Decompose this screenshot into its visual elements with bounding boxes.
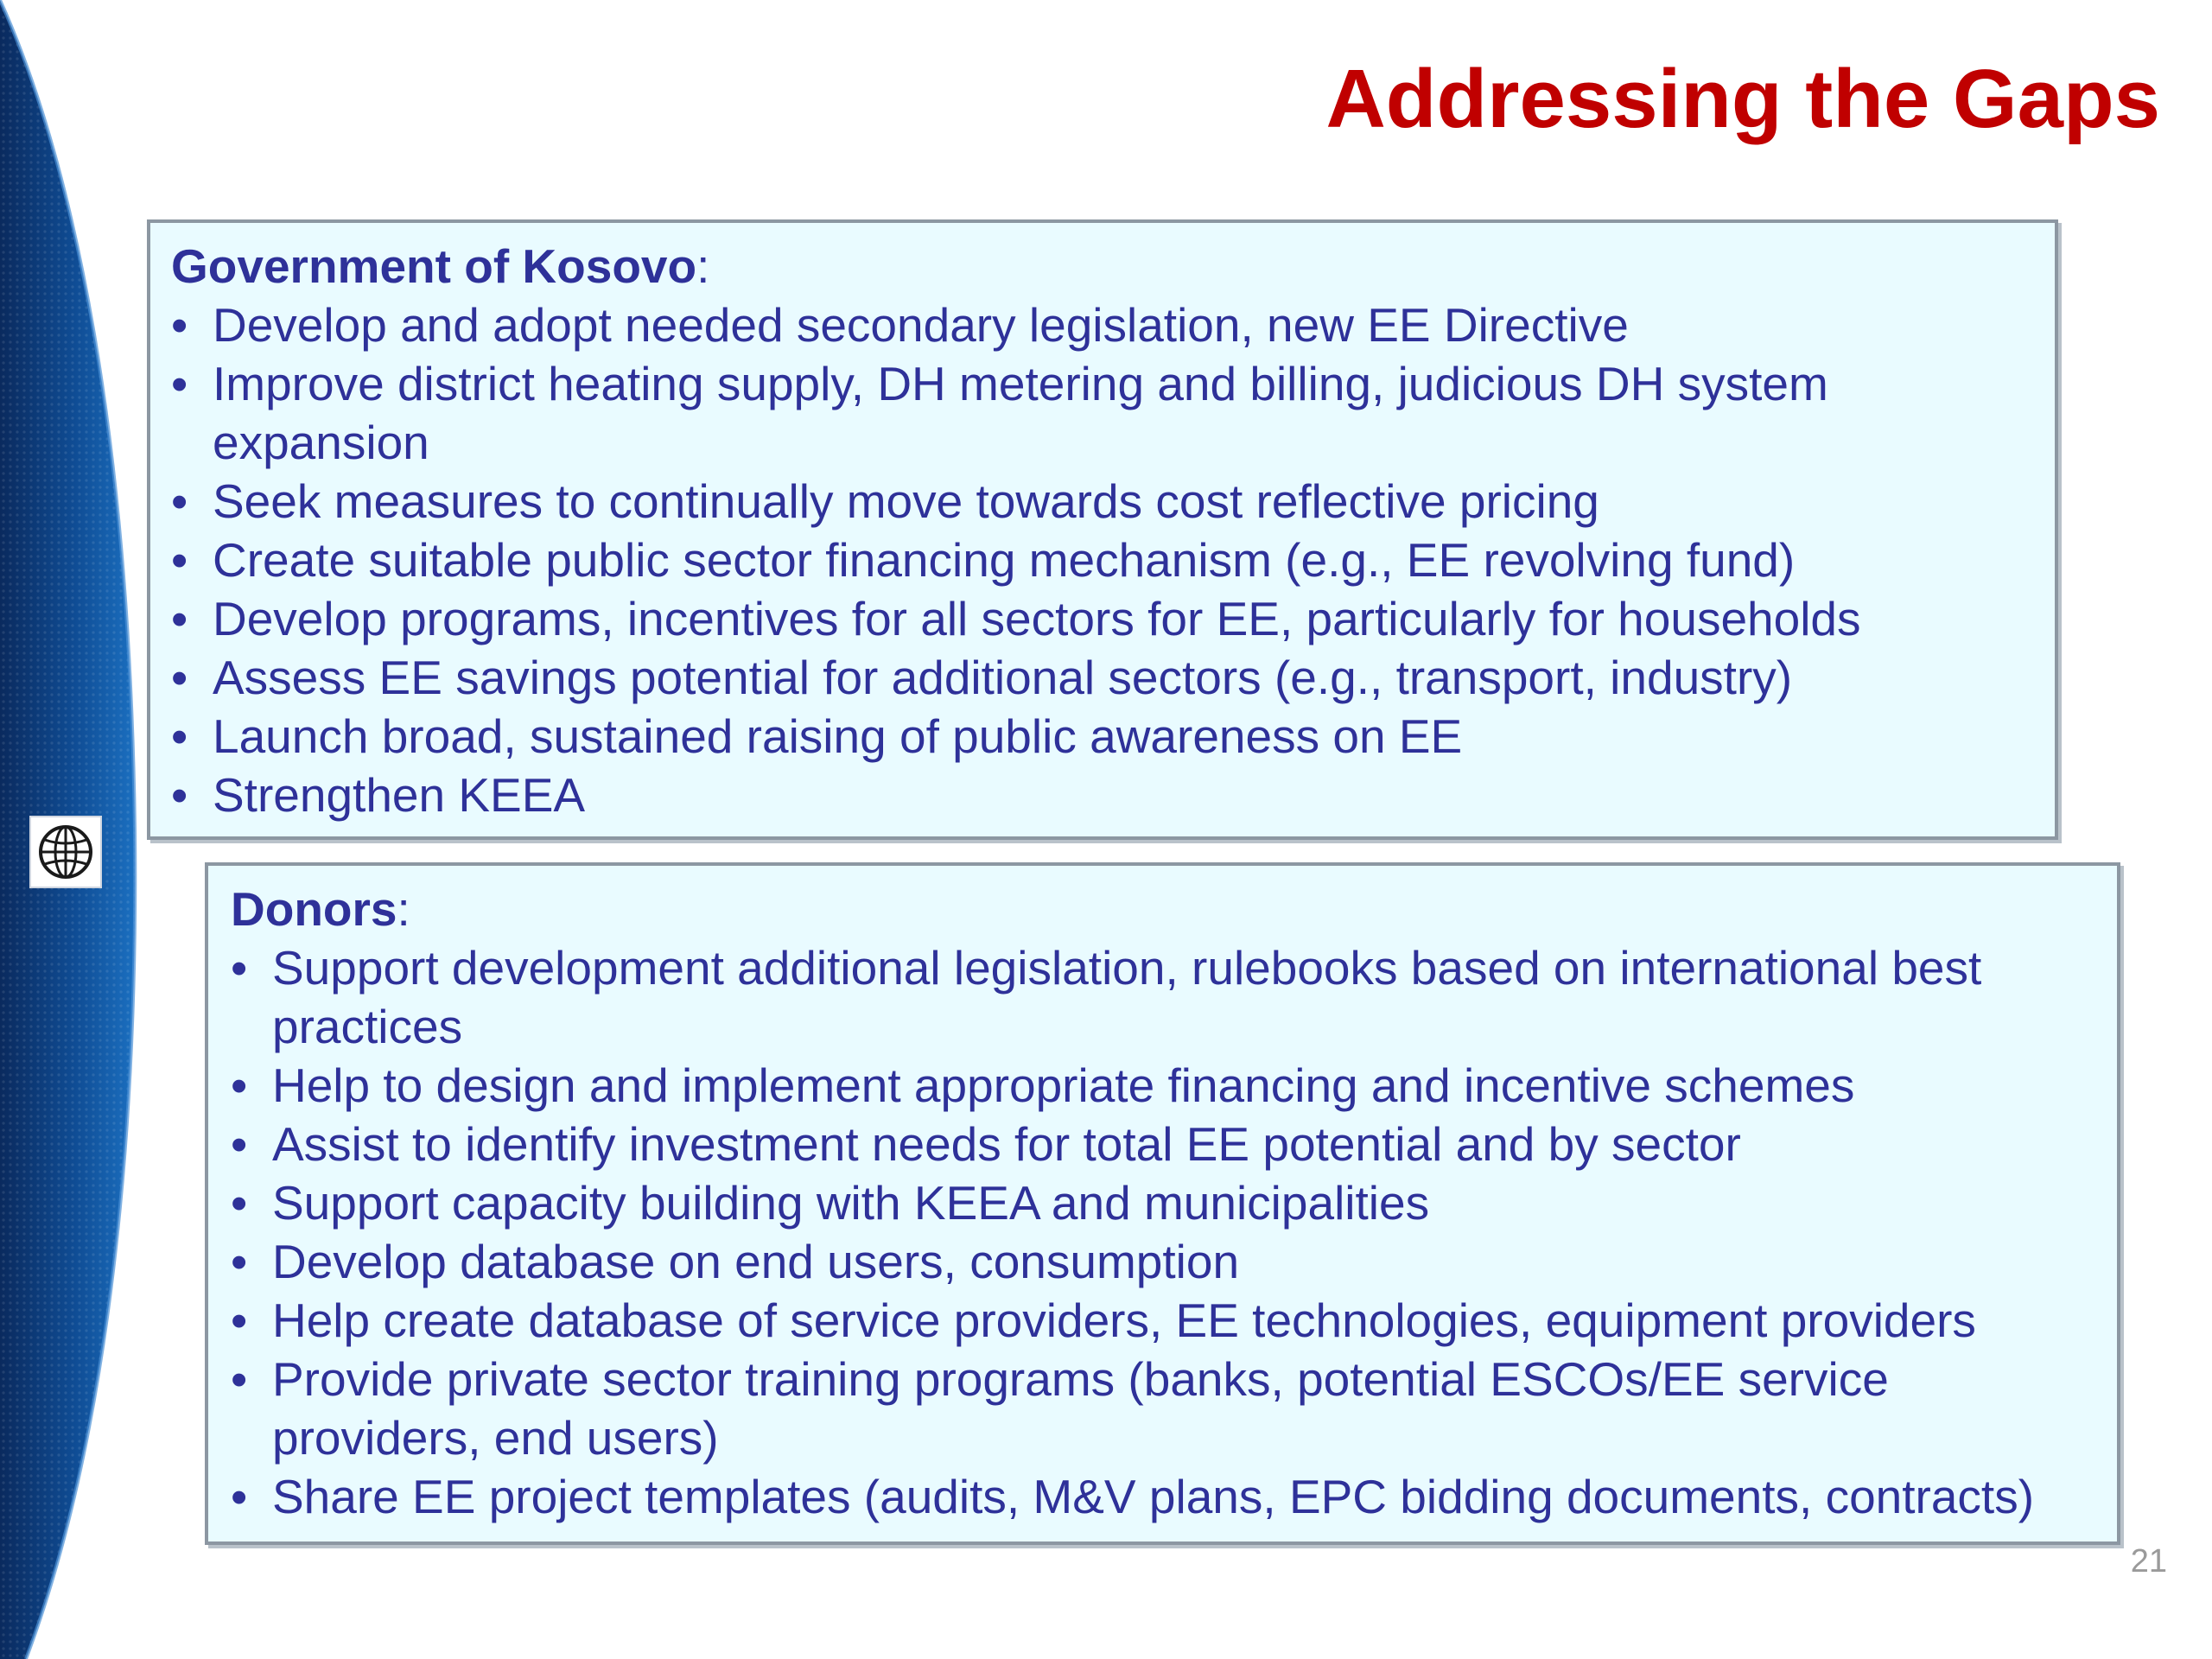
list-item-text: Develop database on end users, consumption xyxy=(272,1235,1240,1288)
list-item xyxy=(231,1291,2096,1350)
list-item-text: Develop programs, incentives for all sectors for EE, particularly for households xyxy=(213,592,1861,645)
bullet: • xyxy=(231,1352,248,1406)
bullet: • xyxy=(231,1470,248,1523)
donors-list xyxy=(231,938,2096,1526)
government-list xyxy=(171,296,2034,824)
list-item xyxy=(171,589,2034,648)
bullet: • xyxy=(171,592,188,645)
donors-heading-label: Donors xyxy=(231,882,397,936)
bullet: • xyxy=(231,1235,248,1288)
page-number: 21 xyxy=(2130,1543,2167,1580)
bullet: • xyxy=(231,1117,248,1171)
list-item-text: Support capacity building with KEEA and municipalities xyxy=(272,1176,1430,1230)
bullet: • xyxy=(171,474,188,528)
bullet: • xyxy=(231,1176,248,1230)
list-item xyxy=(231,938,2096,1056)
bullet: • xyxy=(171,298,188,352)
list-item xyxy=(171,707,2034,766)
bullet: • xyxy=(231,1294,248,1347)
list-item-text: Provide private sector training programs (banks, potential ESCOs/EE service providers, end users) xyxy=(272,1352,1889,1465)
list-item xyxy=(171,648,2034,707)
globe-logo xyxy=(29,816,102,888)
donors-panel xyxy=(205,862,2120,1545)
list-item-text: Strengthen KEEA xyxy=(213,768,586,822)
list-item-text: Support development additional legislation, rulebooks based on international best practices xyxy=(272,941,1982,1053)
list-item-text: Improve district heating supply, DH metering and billing, judicious DH system expansion xyxy=(213,357,1828,469)
list-item xyxy=(171,472,2034,531)
list-item-text: Seek measures to continually move towards cost reflective pricing xyxy=(213,474,1599,528)
list-item-text: Create suitable public sector financing mechanism (e.g., EE revolving fund) xyxy=(213,533,1796,587)
list-item-text: Help create database of service providers, EE technologies, equipment providers xyxy=(272,1294,1976,1347)
donors-heading xyxy=(231,880,2096,938)
bullet: • xyxy=(231,1058,248,1112)
list-item-text: Help to design and implement appropriate financing and incentive schemes xyxy=(272,1058,1855,1112)
government-panel xyxy=(147,219,2058,840)
list-item xyxy=(171,354,2034,472)
donors-heading-colon: : xyxy=(397,882,410,936)
bullet: • xyxy=(231,941,248,995)
bullet: • xyxy=(171,533,188,587)
bullet: • xyxy=(171,709,188,763)
list-item-text: Assess EE savings potential for additional sectors (e.g., transport, industry) xyxy=(213,651,1793,704)
government-heading xyxy=(171,237,2034,296)
list-item-text: Launch broad, sustained raising of public awareness on EE xyxy=(213,709,1463,763)
list-item xyxy=(171,531,2034,589)
list-item-text: Develop and adopt needed secondary legislation, new EE Directive xyxy=(213,298,1629,352)
list-item xyxy=(231,1232,2096,1291)
list-item xyxy=(171,296,2034,354)
slide-title: Addressing the Gaps xyxy=(1325,53,2160,145)
list-item xyxy=(171,766,2034,824)
list-item-text: Assist to identify investment needs for total EE potential and by sector xyxy=(272,1117,1741,1171)
globe-icon xyxy=(36,823,95,881)
list-item xyxy=(231,1467,2096,1526)
government-heading-label: Government of Kosovo xyxy=(171,239,697,293)
bullet: • xyxy=(171,651,188,704)
government-heading-colon: : xyxy=(696,239,710,293)
bullet: • xyxy=(171,357,188,410)
list-item xyxy=(231,1056,2096,1115)
list-item-text: Share EE project templates (audits, M&V plans, EPC bidding documents, contracts) xyxy=(272,1470,2035,1523)
list-item xyxy=(231,1115,2096,1173)
list-item xyxy=(231,1173,2096,1232)
bullet: • xyxy=(171,768,188,822)
list-item xyxy=(231,1350,2096,1467)
